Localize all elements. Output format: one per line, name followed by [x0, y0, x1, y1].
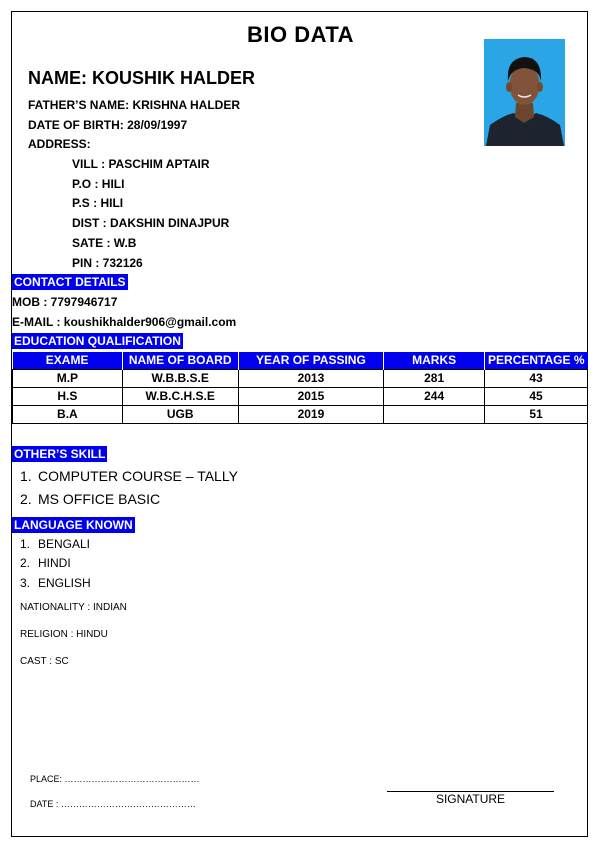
address-post-office: P.O : HILI: [72, 177, 125, 191]
language-label: HINDI: [38, 556, 71, 570]
father-name: FATHER’S NAME: KRISHNA HALDER: [28, 98, 240, 112]
page-title: BIO DATA: [246, 22, 355, 47]
table-cell: 43: [485, 369, 588, 387]
address-pin: PIN : 732126: [72, 256, 143, 270]
applicant-name: NAME: KOUSHIK HALDER: [28, 68, 255, 88]
date-field: DATE : ………………………………………: [30, 799, 196, 809]
address-village: VILL : PASCHIM APTAIR: [72, 157, 210, 171]
languages-heading: LANGUAGE KNOWN: [14, 518, 133, 532]
list-number: 1.: [20, 537, 31, 551]
address-police-station: P.S : HILI: [72, 196, 124, 210]
list-item: [20, 576, 91, 590]
table-cell: [384, 405, 485, 423]
table-cell: 281: [384, 369, 485, 387]
skill-label: COMPUTER COURSE – TALLY: [38, 468, 238, 484]
education-heading: EDUCATION QUALIFICATION: [14, 334, 181, 348]
list-number: 3.: [20, 576, 31, 590]
table-cell: 2015: [238, 387, 384, 405]
list-number: 2.: [20, 556, 31, 570]
biodata-page: [11, 11, 588, 837]
table-row: [13, 387, 588, 405]
column-header: MARKS: [384, 352, 485, 369]
column-header: YEAR OF PASSING: [238, 352, 384, 369]
table-cell: H.S: [13, 387, 123, 405]
signature-label: SIGNATURE: [435, 792, 506, 806]
nationality: NATIONALITY : INDIAN: [20, 602, 127, 613]
contact-details-heading: CONTACT DETAILS: [14, 275, 126, 289]
table-cell: UGB: [122, 405, 238, 423]
address-state: SATE : W.B: [72, 236, 137, 250]
address-label: ADDRESS:: [28, 137, 91, 151]
place-field: PLACE: ………………………………………: [30, 774, 200, 784]
table-cell: B.A: [13, 405, 123, 423]
profile-photo: [484, 39, 565, 146]
list-number: 1.: [20, 468, 32, 484]
table-cell: W.B.B.S.E: [122, 369, 238, 387]
education-table-header: [13, 352, 588, 369]
column-header: PERCENTAGE %: [485, 352, 588, 369]
education-table: [12, 352, 588, 424]
language-label: ENGLISH: [38, 576, 91, 590]
skill-label: MS OFFICE BASIC: [38, 491, 161, 507]
table-cell: M.P: [13, 369, 123, 387]
language-label: BENGALI: [38, 537, 91, 551]
table-cell: 2019: [238, 405, 384, 423]
table-row: [13, 405, 588, 423]
table-cell: W.B.C.H.S.E: [122, 387, 238, 405]
list-item: [20, 556, 71, 570]
email-address: E-MAIL : koushikhalder906@gmail.com: [12, 315, 237, 329]
table-cell: 244: [384, 387, 485, 405]
table-cell: 2013: [238, 369, 384, 387]
list-item: [20, 537, 90, 551]
religion: RELIGION : HINDU: [20, 629, 108, 640]
date-of-birth: DATE OF BIRTH: 28/09/1997: [28, 118, 188, 132]
list-number: 2.: [20, 491, 32, 507]
caste: CAST : SC: [20, 656, 69, 667]
table-cell: 51: [485, 405, 588, 423]
table-cell: 45: [485, 387, 588, 405]
mobile-number: MOB : 7797946717: [12, 295, 118, 309]
list-item: [20, 491, 160, 507]
address-district: DIST : DAKSHIN DINAJPUR: [72, 216, 230, 230]
skills-heading: OTHER’S SKILL: [14, 447, 106, 461]
column-header: EXAME: [13, 352, 123, 369]
list-item: [20, 468, 238, 484]
table-row: [13, 369, 588, 387]
column-header: NAME OF BOARD: [122, 352, 238, 369]
